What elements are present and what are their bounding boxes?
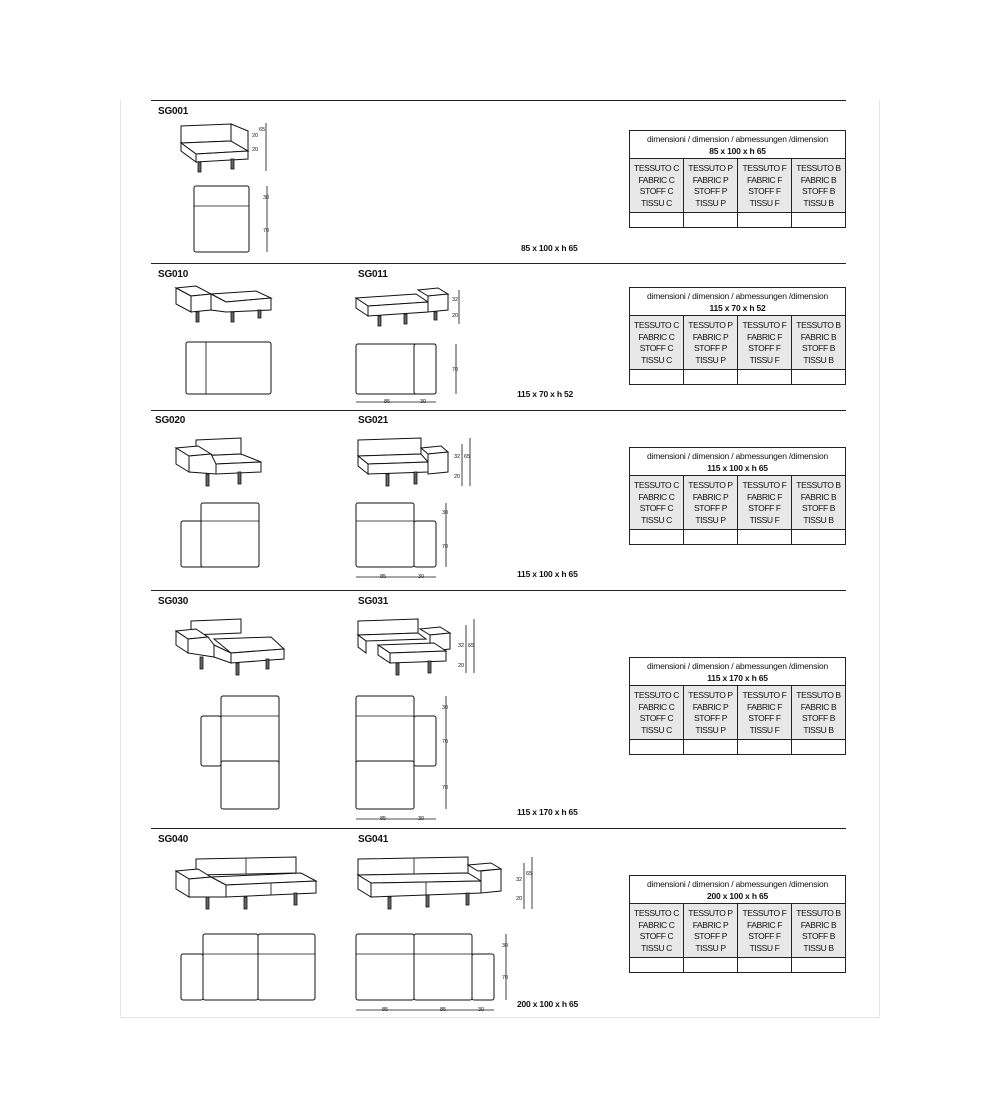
svg-text:85: 85 bbox=[440, 1007, 447, 1013]
svg-text:70: 70 bbox=[502, 975, 509, 981]
svg-text:85: 85 bbox=[380, 574, 387, 580]
svg-text:85: 85 bbox=[384, 399, 391, 405]
fabric-cell-c: TESSUTO C FABRIC C STOFF C TISSU C bbox=[630, 316, 684, 369]
size-label: 115 x 70 x h 52 bbox=[517, 389, 574, 399]
svg-text:30: 30 bbox=[418, 816, 425, 822]
fabric-cell-p: TESSUTO P FABRIC P STOFF P TISSU P bbox=[684, 316, 738, 369]
size-label: 85 x 100 x h 65 bbox=[521, 243, 578, 253]
section-sg040 bbox=[151, 828, 846, 1018]
drawing-sg011-plan bbox=[356, 344, 476, 406]
drawing-sg021-plan bbox=[356, 503, 476, 583]
fabric-cell-b: TESSUTO B FABRIC B STOFF B TISSU B bbox=[792, 686, 845, 739]
drawing-sg001-perspective bbox=[176, 121, 276, 176]
price-row bbox=[630, 740, 845, 754]
svg-text:85: 85 bbox=[382, 1007, 389, 1013]
svg-text:32: 32 bbox=[454, 454, 461, 460]
svg-text:20: 20 bbox=[252, 147, 259, 153]
table-header: dimensioni / dimension / abmessungen /dimension bbox=[646, 451, 828, 461]
fabric-cell-p: TESSUTO P FABRIC P STOFF P TISSU P bbox=[684, 476, 738, 529]
section-sg010 bbox=[151, 263, 846, 410]
fabric-cell-f: TESSUTO F FABRIC F STOFF F TISSU F bbox=[738, 686, 792, 739]
svg-text:65: 65 bbox=[526, 871, 533, 877]
svg-text:65: 65 bbox=[464, 454, 471, 460]
size-label: 200 x 100 x h 65 bbox=[517, 999, 579, 1009]
svg-text:20: 20 bbox=[452, 313, 459, 319]
drawing-sg031-perspective bbox=[356, 617, 486, 682]
drawing-sg040-plan bbox=[181, 934, 321, 1004]
svg-text:30: 30 bbox=[502, 943, 509, 949]
section-sg030 bbox=[151, 590, 846, 828]
svg-text:32: 32 bbox=[458, 643, 465, 649]
product-code: SG030 bbox=[158, 596, 189, 607]
fabric-cell-f: TESSUTO F FABRIC F STOFF F TISSU F bbox=[738, 476, 792, 529]
fabric-cell-p: TESSUTO P FABRIC P STOFF P TISSU P bbox=[684, 159, 738, 212]
price-row bbox=[630, 370, 845, 384]
drawing-sg041-plan bbox=[356, 934, 526, 1016]
table-size: 115 x 100 x h 65 bbox=[707, 463, 768, 473]
fabric-cell-f: TESSUTO F FABRIC F STOFF F TISSU F bbox=[738, 316, 792, 369]
fabric-cell-f: TESSUTO F FABRIC F STOFF F TISSU F bbox=[738, 904, 792, 957]
dimension-table bbox=[629, 447, 846, 545]
table-size: 115 x 70 x h 52 bbox=[709, 303, 766, 313]
drawing-sg020-perspective bbox=[176, 436, 276, 491]
fabric-cell-c: TESSUTO C FABRIC C STOFF C TISSU C bbox=[630, 904, 684, 957]
section-sg020 bbox=[151, 410, 846, 590]
drawing-sg010-perspective bbox=[176, 282, 276, 332]
fabric-cell-b: TESSUTO B FABRIC B STOFF B TISSU B bbox=[792, 476, 845, 529]
size-label: 115 x 100 x h 65 bbox=[517, 569, 578, 579]
svg-text:32: 32 bbox=[516, 877, 523, 883]
svg-text:70: 70 bbox=[442, 785, 449, 791]
svg-text:65: 65 bbox=[259, 127, 266, 133]
section-sg001 bbox=[151, 100, 846, 263]
svg-text:30: 30 bbox=[263, 195, 270, 201]
fabric-cell-p: TESSUTO P FABRIC P STOFF P TISSU P bbox=[684, 904, 738, 957]
fabric-cell-c: TESSUTO C FABRIC C STOFF C TISSU C bbox=[630, 686, 684, 739]
dimension-table bbox=[629, 287, 846, 385]
svg-text:20: 20 bbox=[252, 133, 259, 139]
svg-text:20: 20 bbox=[516, 896, 523, 902]
drawing-sg030-perspective bbox=[176, 617, 286, 682]
product-code: SG041 bbox=[358, 834, 389, 845]
drawing-sg041-perspective bbox=[356, 855, 546, 915]
fabric-cell-f: TESSUTO F FABRIC F STOFF F TISSU F bbox=[738, 159, 792, 212]
table-size: 200 x 100 x h 65 bbox=[706, 891, 769, 901]
drawing-sg011-perspective bbox=[356, 284, 476, 334]
product-code: SG011 bbox=[358, 269, 388, 280]
catalog-page bbox=[120, 100, 880, 1018]
price-row bbox=[630, 530, 845, 544]
svg-text:30: 30 bbox=[418, 574, 425, 580]
product-code: SG010 bbox=[158, 269, 189, 280]
svg-text:30: 30 bbox=[442, 705, 449, 711]
svg-text:30: 30 bbox=[478, 1007, 485, 1013]
drawing-sg020-plan bbox=[181, 503, 266, 573]
fabric-cell-c: TESSUTO C FABRIC C STOFF C TISSU C bbox=[630, 476, 684, 529]
fabric-cell-c: TESSUTO C FABRIC C STOFF C TISSU C bbox=[630, 159, 684, 212]
svg-text:65: 65 bbox=[468, 643, 475, 649]
table-header: dimensioni / dimension / abmessungen /dimension bbox=[646, 134, 828, 144]
svg-text:70: 70 bbox=[452, 367, 459, 373]
fabric-cell-b: TESSUTO B FABRIC B STOFF B TISSU B bbox=[792, 904, 845, 957]
svg-text:20: 20 bbox=[458, 663, 465, 669]
table-header: dimensioni / dimension / abmessungen /dimension bbox=[646, 879, 828, 889]
table-header: dimensioni / dimension / abmessungen /dimension bbox=[646, 661, 828, 671]
svg-text:32: 32 bbox=[452, 297, 459, 303]
table-header: dimensioni / dimension / abmessungen /dimension bbox=[646, 291, 828, 301]
drawing-sg030-plan bbox=[201, 696, 286, 811]
fabric-cell-p: TESSUTO P FABRIC P STOFF P TISSU P bbox=[684, 686, 738, 739]
product-code: SG001 bbox=[158, 106, 189, 117]
drawing-sg021-perspective bbox=[356, 436, 486, 491]
dimension-table bbox=[629, 130, 846, 228]
dimension-table bbox=[629, 657, 846, 755]
drawing-sg001-plan bbox=[191, 186, 291, 256]
product-code: SG031 bbox=[358, 596, 389, 607]
product-code: SG040 bbox=[158, 834, 189, 845]
svg-text:70: 70 bbox=[442, 739, 449, 745]
svg-text:30: 30 bbox=[420, 399, 427, 405]
svg-text:30: 30 bbox=[442, 510, 449, 516]
svg-text:70: 70 bbox=[263, 228, 270, 234]
product-code: SG020 bbox=[155, 415, 186, 426]
price-row bbox=[630, 958, 845, 972]
fabric-cell-b: TESSUTO B FABRIC B STOFF B TISSU B bbox=[792, 159, 845, 212]
drawing-sg010-plan bbox=[186, 342, 276, 397]
table-size: 115 x 170 x h 65 bbox=[707, 673, 768, 683]
drawing-sg040-perspective bbox=[176, 855, 326, 915]
size-label: 115 x 170 x h 65 bbox=[517, 807, 578, 817]
table-size: 85 x 100 x h 65 bbox=[709, 146, 766, 156]
drawing-sg031-plan bbox=[356, 696, 476, 824]
dimension-table bbox=[629, 875, 846, 973]
svg-text:20: 20 bbox=[454, 474, 461, 480]
fabric-cell-b: TESSUTO B FABRIC B STOFF B TISSU B bbox=[792, 316, 845, 369]
product-code: SG021 bbox=[358, 415, 389, 426]
svg-text:70: 70 bbox=[442, 544, 449, 550]
price-row bbox=[630, 213, 845, 227]
svg-text:85: 85 bbox=[380, 816, 387, 822]
